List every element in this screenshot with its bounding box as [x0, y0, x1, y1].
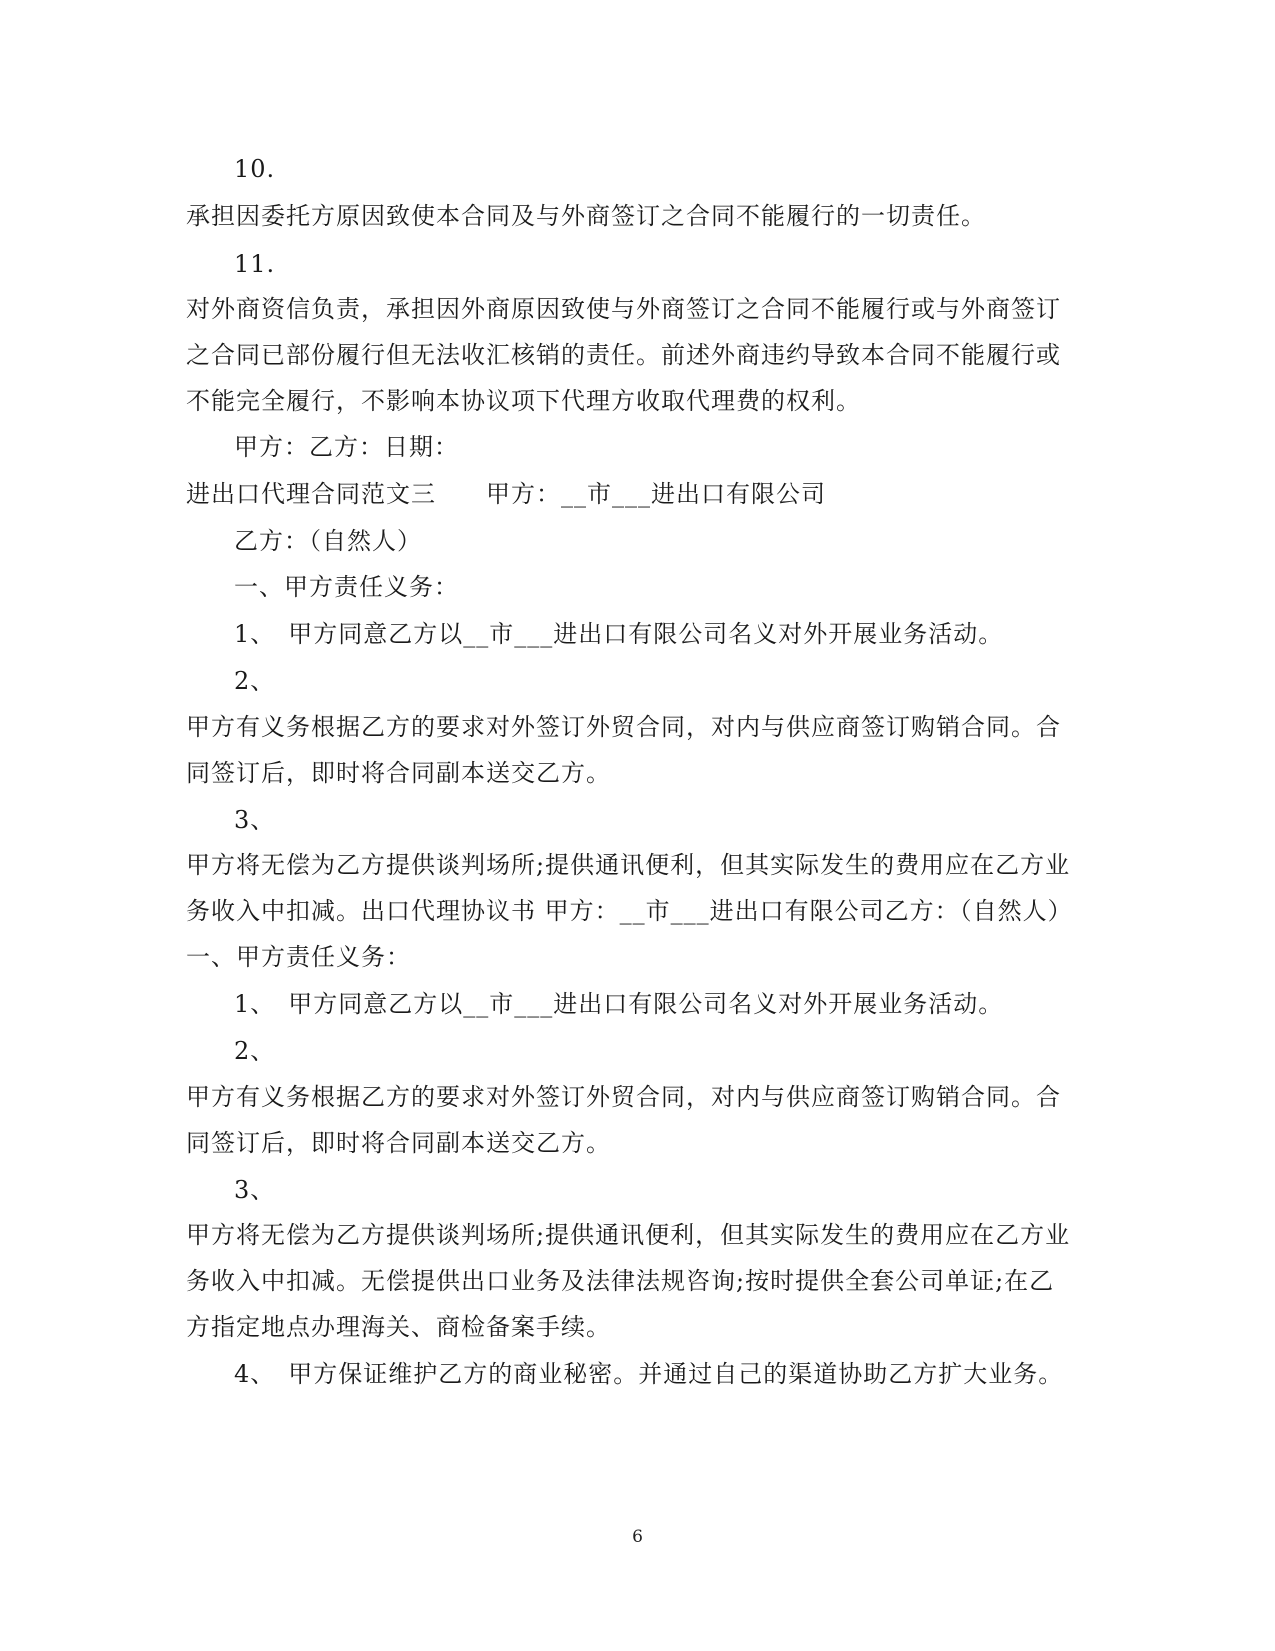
clause-number: 11.	[234, 250, 276, 278]
party-line: 乙方：（自然人）	[234, 527, 422, 555]
body-text-line: 甲方将无偿为乙方提供谈判场所;提供通讯便利，但其实际发生的费用应在乙方业	[186, 1221, 1071, 1249]
body-text-line: 对外商资信负责，承担因外商原因致使与外商签订之合同不能履行或与外商签订	[186, 295, 1061, 323]
list-item: 1、 甲方同意乙方以__市___进出口有限公司名义对外开展业务活动。	[234, 990, 1004, 1018]
body-text-line: 同签订后，即时将合同副本送交乙方。	[186, 1129, 611, 1157]
section-heading: 进出口代理合同范文三 甲方：__市___进出口有限公司	[186, 480, 826, 508]
clause-number: 10.	[234, 155, 276, 183]
page-number: 6	[632, 1527, 643, 1547]
list-item: 1、 甲方同意乙方以__市___进出口有限公司名义对外开展业务活动。	[234, 620, 1004, 648]
subsection-heading: 一、甲方责任义务：	[186, 943, 411, 971]
body-text-line: 不能完全履行，不影响本协议项下代理方收取代理费的权利。	[186, 387, 861, 415]
list-item: 4、 甲方保证维护乙方的商业秘密。并通过自己的渠道协助乙方扩大业务。	[234, 1360, 1064, 1388]
list-number: 2、	[234, 667, 276, 695]
body-text-line: 务收入中扣减。出口代理协议书 甲方：__市___进出口有限公司乙方：（自然人）	[186, 897, 1073, 925]
body-text-line: 甲方有义务根据乙方的要求对外签订外贸合同，对内与供应商签订购销合同。合	[186, 1083, 1061, 1111]
list-number: 3、	[234, 806, 276, 834]
body-text-line: 之合同已部份履行但无法收汇核销的责任。前述外商违约导致本合同不能履行或	[186, 341, 1061, 369]
subsection-heading: 一、甲方责任义务：	[234, 573, 459, 601]
body-text-line: 方指定地点办理海关、商检备案手续。	[186, 1313, 611, 1341]
body-text-line: 甲方有义务根据乙方的要求对外签订外贸合同，对内与供应商签订购销合同。合	[186, 713, 1061, 741]
body-text-line: 甲方将无偿为乙方提供谈判场所;提供通讯便利，但其实际发生的费用应在乙方业	[186, 851, 1071, 879]
signature-line: 甲方：乙方：日期：	[234, 433, 459, 461]
body-text-line: 同签订后，即时将合同副本送交乙方。	[186, 759, 611, 787]
list-number: 2、	[234, 1037, 276, 1065]
list-number: 3、	[234, 1176, 276, 1204]
body-text-line: 务收入中扣减。无偿提供出口业务及法律法规咨询;按时提供全套公司单证;在乙	[186, 1267, 1055, 1295]
body-text-line: 承担因委托方原因致使本合同及与外商签订之合同不能履行的一切责任。	[186, 202, 986, 230]
